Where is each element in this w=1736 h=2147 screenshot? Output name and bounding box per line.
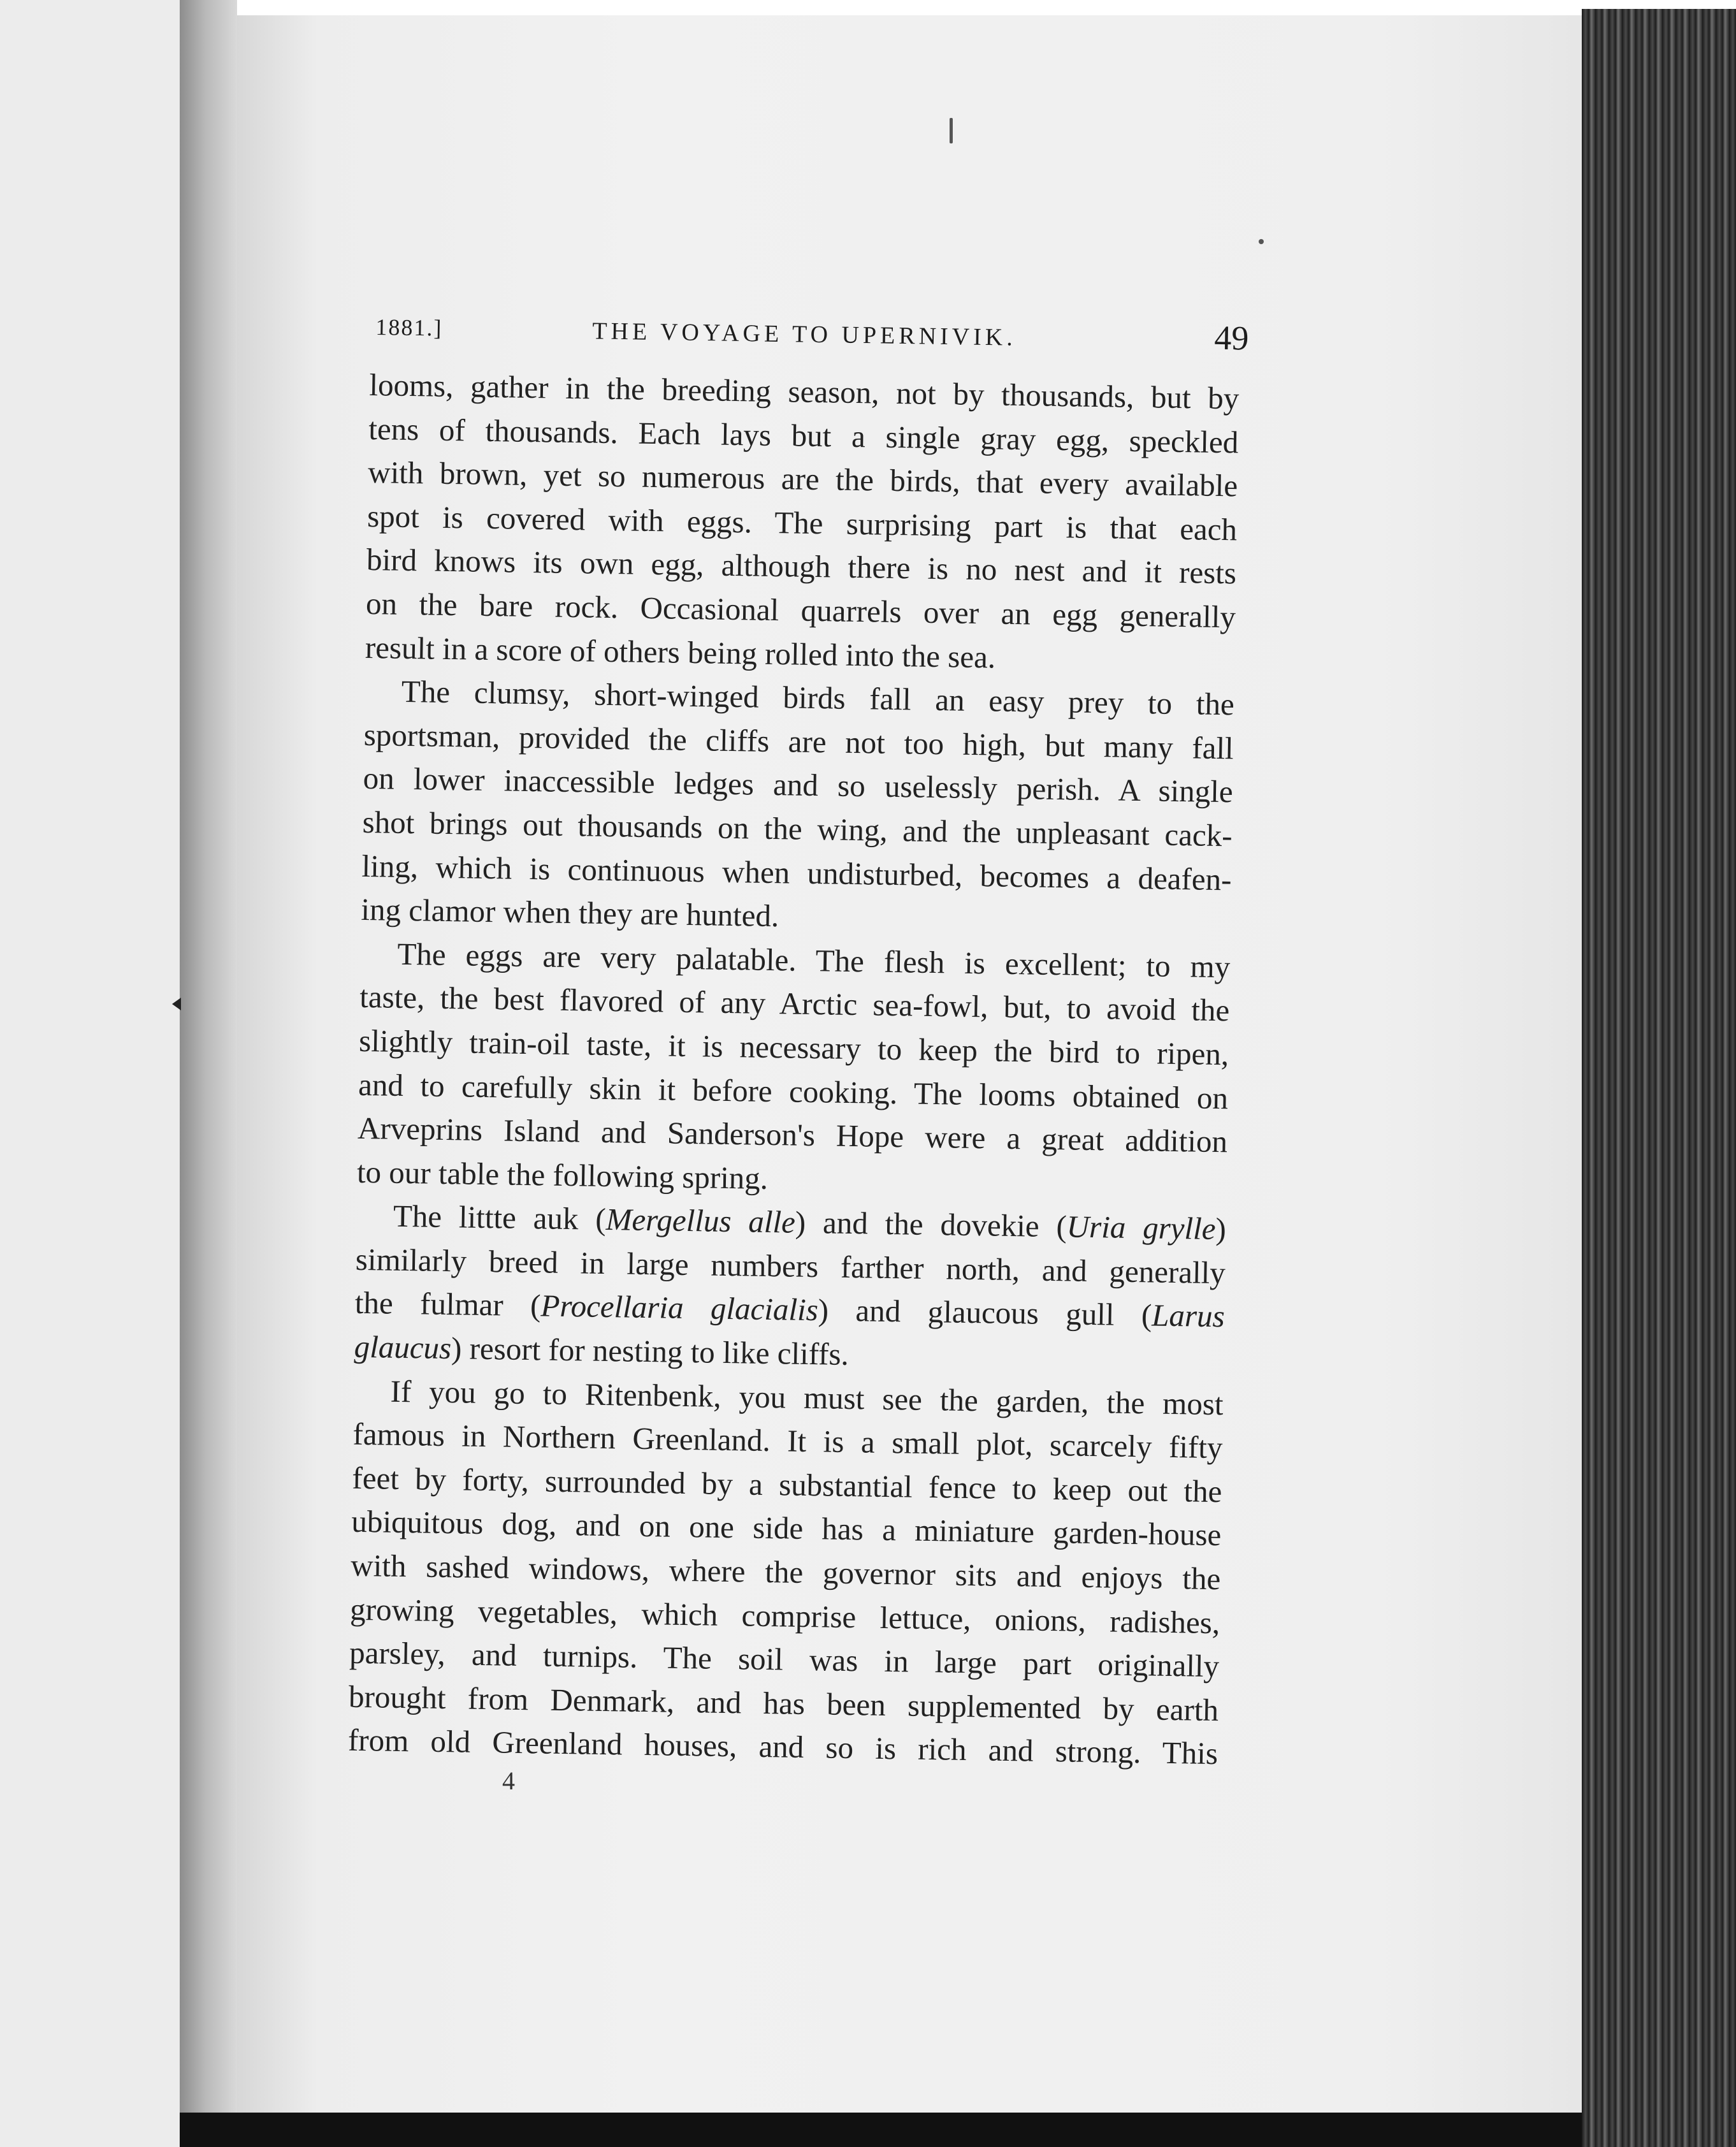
text-line: The eggs are very palatable. The flesh is excellent; to my (397, 936, 1231, 985)
italic-species-name: Procellaria glacialis (540, 1288, 819, 1328)
text-segment: ) (1215, 1211, 1227, 1247)
text-line: with sashed windows, where the governor sits and enjoys the (350, 1547, 1221, 1597)
book-gutter (180, 0, 237, 2147)
text-line: The clumsy, short-winged birds fall an easy prey to the (401, 674, 1235, 722)
italic-species-name: glaucus (354, 1328, 452, 1366)
text-line: spot is covered with eggs. The surprising part is that each (366, 498, 1238, 548)
running-head-year: 1881.] (375, 314, 443, 341)
text-line: ing clamor when they are hunted. (361, 892, 779, 934)
text-line: bird knows its own egg, although there is no nest and it rests (366, 542, 1237, 591)
text-line: tens of thousands. Each lays but a single gray egg, speckled (368, 411, 1239, 460)
text-line: from old Greenland houses, and so is rich and strong. This (347, 1722, 1219, 1772)
text-line: on the bare rock. Occasional quarrels over an egg generally (365, 585, 1236, 635)
left-margin-mark (172, 998, 181, 1010)
paragraph (357, 932, 1231, 1208)
paragraph (354, 1194, 1226, 1383)
text-line: growing vegetables, which comprise lettuce, onions, radishes, (349, 1591, 1220, 1640)
text-segment: The littte auk ( (393, 1198, 607, 1237)
text-line: with brown, yet so numerous are the birds, that every available (367, 455, 1238, 504)
text-line: Arveprins Island and Sanderson's Hope were a great addition (357, 1110, 1228, 1160)
paragraph (348, 1369, 1224, 1776)
italic-species-name: Uria grylle (1066, 1209, 1216, 1247)
body-text (348, 363, 1240, 1776)
italic-species-name: Mergellus alle (605, 1202, 796, 1240)
text-segment: ) resort for nesting to like cliffs. (451, 1330, 850, 1372)
text-line: famous in Northern Greenland. It is a small plot, scarcely fifty (352, 1416, 1223, 1466)
signature-mark: 4 (502, 1766, 515, 1795)
text-line: brought from Denmark, and has been supplemented by earth (348, 1678, 1219, 1728)
text-line: looms, gather in the breeding season, not by thousands, but by (369, 367, 1240, 416)
paragraph (361, 669, 1234, 945)
text-line: sportsman, provided the cliffs are not too high, but many fall (363, 717, 1234, 766)
left-page-edge (0, 0, 180, 2147)
text-line: feet by forty, surrounded by a substantial fence to keep out the (352, 1460, 1222, 1510)
text-segment: ) and the dovekie ( (795, 1204, 1067, 1244)
text-segment: ) and glaucous gull ( (818, 1292, 1152, 1333)
text-line: parsley, and turnips. The soil was in large part originally (349, 1634, 1220, 1684)
speck (1259, 239, 1264, 244)
text-line: slightly train-oil taste, it is necessary to keep the bird to ripen, (358, 1023, 1229, 1072)
text-line: and to carefully skin it before cooking. The looms obtained on (358, 1066, 1229, 1116)
text-line: on lower inaccessible ledges and so uselessly perish. A single (363, 761, 1234, 810)
text-line: taste, the best flavored of any Arctic sea-fowl, but, to avoid the (359, 979, 1230, 1028)
speck (950, 118, 953, 143)
text-line: result in a score of others being rolled into the sea. (365, 629, 996, 675)
page-number: 49 (1213, 318, 1249, 358)
text-line: to our table the following spring. (356, 1154, 769, 1196)
text-line: shot brings out thousands on the wing, and the unpleasant cack- (362, 804, 1233, 854)
running-head-title: THE VOYAGE TO UPERNIVIK. (592, 317, 1017, 351)
text-segment: the fulmar ( (354, 1285, 541, 1323)
italic-species-name: Larus (1151, 1297, 1226, 1334)
paragraph (365, 363, 1239, 683)
text-line: ling, which is continuous when undisturbed, becomes a deafen- (361, 848, 1232, 897)
text-line: ubiquitous dog, and on one side has a miniature garden-house (351, 1504, 1222, 1553)
text-line: similarly breed in large numbers farther north, and generally (355, 1241, 1226, 1291)
text-line: If you go to Ritenbenk, you must see the garden, the most (390, 1373, 1224, 1422)
scan-bottom-border (180, 2113, 1582, 2147)
book-fore-edge (1582, 9, 1736, 2147)
